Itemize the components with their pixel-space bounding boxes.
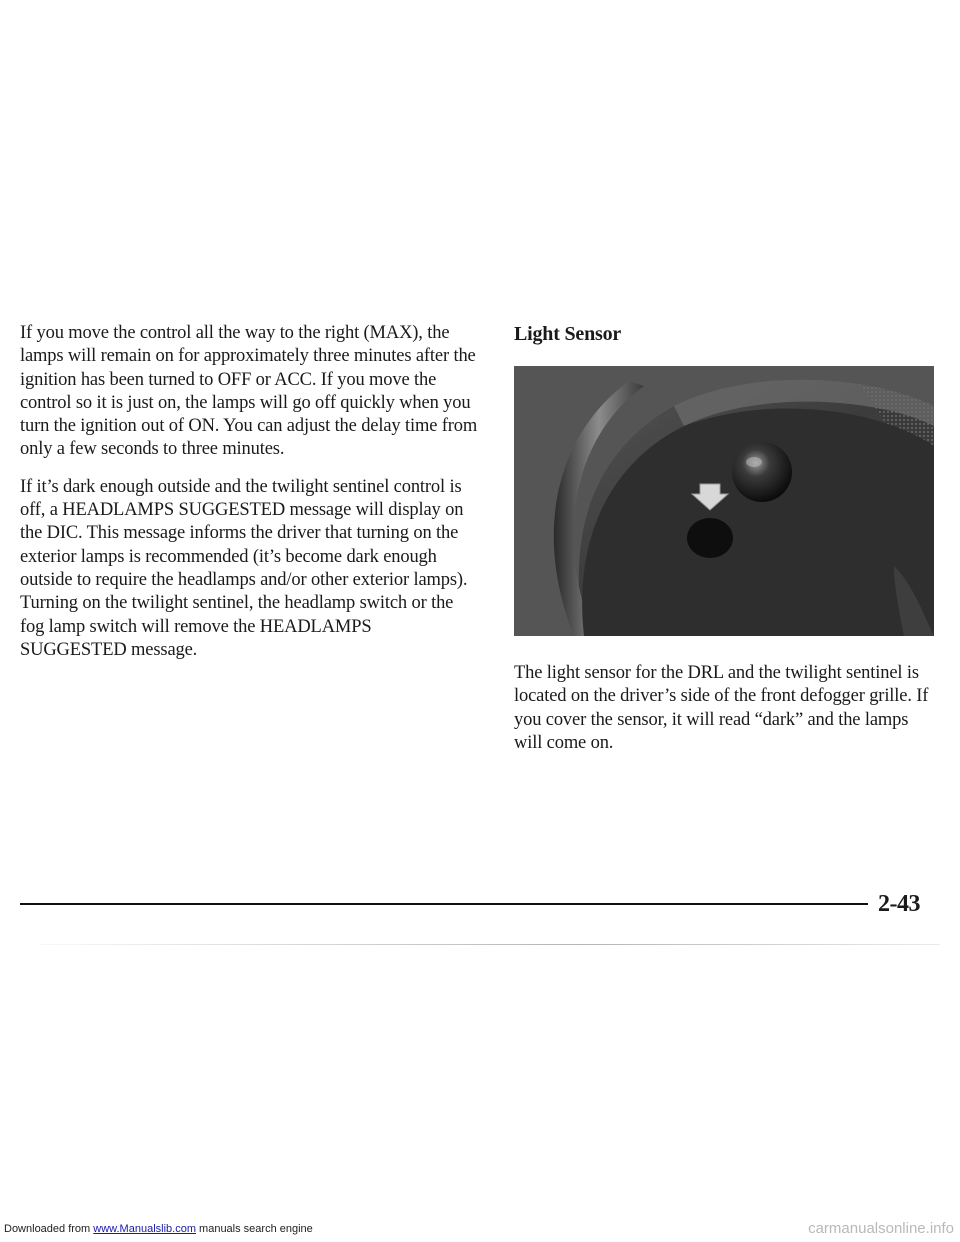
download-suffix: manuals search engine xyxy=(195,1223,313,1235)
download-footer xyxy=(4,1222,313,1236)
right-column xyxy=(514,322,938,753)
manualslib-link[interactable]: www.Manualslib.com xyxy=(93,1223,196,1235)
faint-rule xyxy=(40,944,940,945)
left-column xyxy=(20,322,480,676)
section-heading-light-sensor: Light Sensor xyxy=(514,323,622,345)
paragraph-delay-control: If you move the control all the way to the right (MAX), the lamps will remain on for approximately three minutes after the ignition has been turned to OFF or ACC. If you move the control so it is just on, the lamps will go off quickly when you turn the ignition out of ON. You can adjust the delay time from only a few seconds to three minutes. xyxy=(20,323,478,460)
download-prefix: Downloaded from xyxy=(4,1223,94,1235)
light-sensor-caption: The light sensor for the DRL and the twilight sentinel is located on the driver’s side of the front defogger grille. If you cover the sensor, it will read “dark” and the lamps will come on. xyxy=(514,663,929,753)
page-number: 2-43 xyxy=(878,891,920,917)
light-sensor-photo-graphic xyxy=(514,366,934,636)
light-sensor-photo xyxy=(514,366,934,636)
paragraph-headlamps-suggested: If it’s dark enough outside and the twilight sentinel control is off, a HEADLAMPS SUGGESTED message will display on the DIC. This message informs the driver that turning on the exterior lamps is recommended (it’s become dark enough outside to require the headlamps and/or other exterior lamps). Turning on the twilight sentinel, the headlamp switch or the fog lamp switch will remove the HEADLAMPS SUGGESTED message. xyxy=(20,476,468,660)
watermark: carmanualsonline.info xyxy=(808,1220,954,1237)
footer-rule xyxy=(20,903,868,905)
